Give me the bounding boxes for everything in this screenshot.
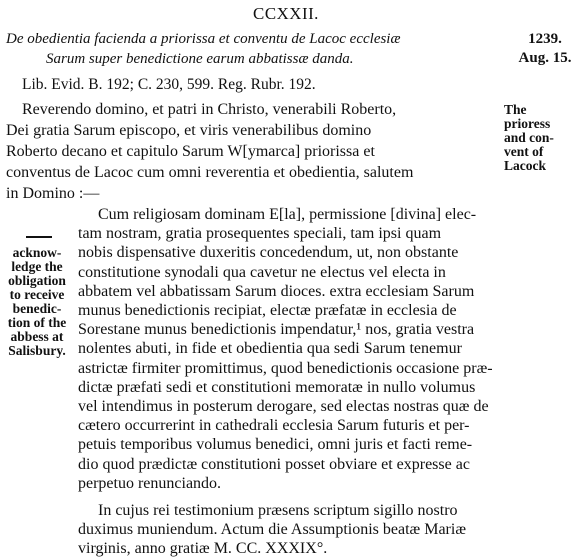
paragraph-line: tam nostram, gratia prosequentes speciali, tam ipsi quam: [78, 225, 442, 243]
margin-note-line: benedic-: [12, 301, 62, 316]
margin-note-line: Lacock: [504, 158, 546, 173]
address-line: Reverendo domino, et patri in Christo, venerabili Roberto,: [22, 101, 397, 118]
margin-note-line: abbess at: [10, 329, 64, 344]
margin-note-line: ledge the: [11, 259, 63, 274]
paragraph-line: dictæ præfati sedi et constitutioni memoratæ in nullo volumus: [78, 378, 476, 396]
date-day: Aug. 15.: [518, 50, 572, 66]
paragraph-line: nolentes abuti, in fide et obedientia qua sedi Sarum tenemur: [78, 340, 462, 358]
address-line: Roberto decano et capitulo Sarum W[ymarca] priorissa et: [6, 143, 375, 160]
closing-line: In cujus rei testimonium præsens scriptum sigillo nostro: [98, 502, 458, 519]
paragraph-line: constitutione synodali qua cavetur ne electus vel electa in: [78, 263, 446, 281]
margin-note-line: obligation: [8, 273, 66, 288]
paragraph-line: dio quod prædictæ constitutioni posset obviare et expresse ac: [78, 455, 470, 473]
closing-line: virginis, anno gratiæ M. CC. XXXIX°.: [78, 540, 328, 558]
closing-line: duximus muniendum. Actum die Assumptionis beatæ Mariæ: [78, 521, 466, 539]
margin-note-line: The: [504, 102, 527, 117]
margin-note-obligation: [2, 246, 72, 358]
margin-note-line: and con-: [504, 130, 554, 145]
source-reference: Lib. Evid. B. 192; C. 230, 599. Reg. Rubr. 192.: [22, 76, 316, 93]
address-line: Dei gratia Sarum episcopo, et viris venerabilibus domino: [6, 122, 372, 139]
margin-note-line: vent of: [504, 144, 544, 159]
paragraph-line: vel intendimus in posterum derogare, sed electas nostras quæ de: [78, 398, 489, 415]
paragraph-line: Cum religiosam dominam E[la], permissione [divina] elec-: [98, 206, 477, 223]
paragraph-line: astrictæ firmiter promittimus, quod benedictionis occasione præ-: [78, 359, 493, 377]
address-line: conventus de Lacoc cum omni reverentia et obedientia, salutem: [6, 164, 414, 181]
paragraph-line: nobis dispensative duxeritis concedendum, ut, non obstante: [78, 244, 459, 262]
paragraph-line: perpetuo renunciando.: [78, 474, 222, 492]
paragraph-line: munus benedictionis recipiat, electæ præfatæ in ecclesia de: [78, 302, 457, 319]
margin-rule: [26, 236, 52, 238]
margin-note-line: prioress: [504, 116, 551, 131]
paragraph-line: Sorestane munus benedictionis impendatur,¹ nos, gratia vestra: [78, 321, 475, 339]
margin-note-line: acknow-: [12, 245, 62, 260]
paragraph-line: petuis temporibus volumus benedici, omni juris et facti reme-: [78, 436, 473, 454]
margin-note-line: Salisbury.: [8, 343, 66, 358]
title-line-1: De obedientia facienda a priorissa et conventu de Lacoc ecclesiæ: [6, 31, 401, 47]
paragraph-line: cætero occurrerint in cathedrali ecclesia Sarum futuris et per-: [78, 417, 470, 435]
margin-note-prioress: [504, 103, 570, 173]
title-line-2: Sarum super benedictione earum abbatissæ danda.: [46, 51, 354, 67]
date-year: 1239.: [528, 31, 562, 47]
margin-note-line: to receive: [9, 287, 65, 302]
paragraph-line: abbatem vel abbatissam Sarum dioces. extra ecclesiam Sarum: [78, 282, 475, 300]
margin-note-line: tion of the: [7, 315, 67, 330]
charter-number-heading: CCXXII.: [253, 4, 319, 23]
address-line: in Domino :—: [6, 185, 100, 202]
